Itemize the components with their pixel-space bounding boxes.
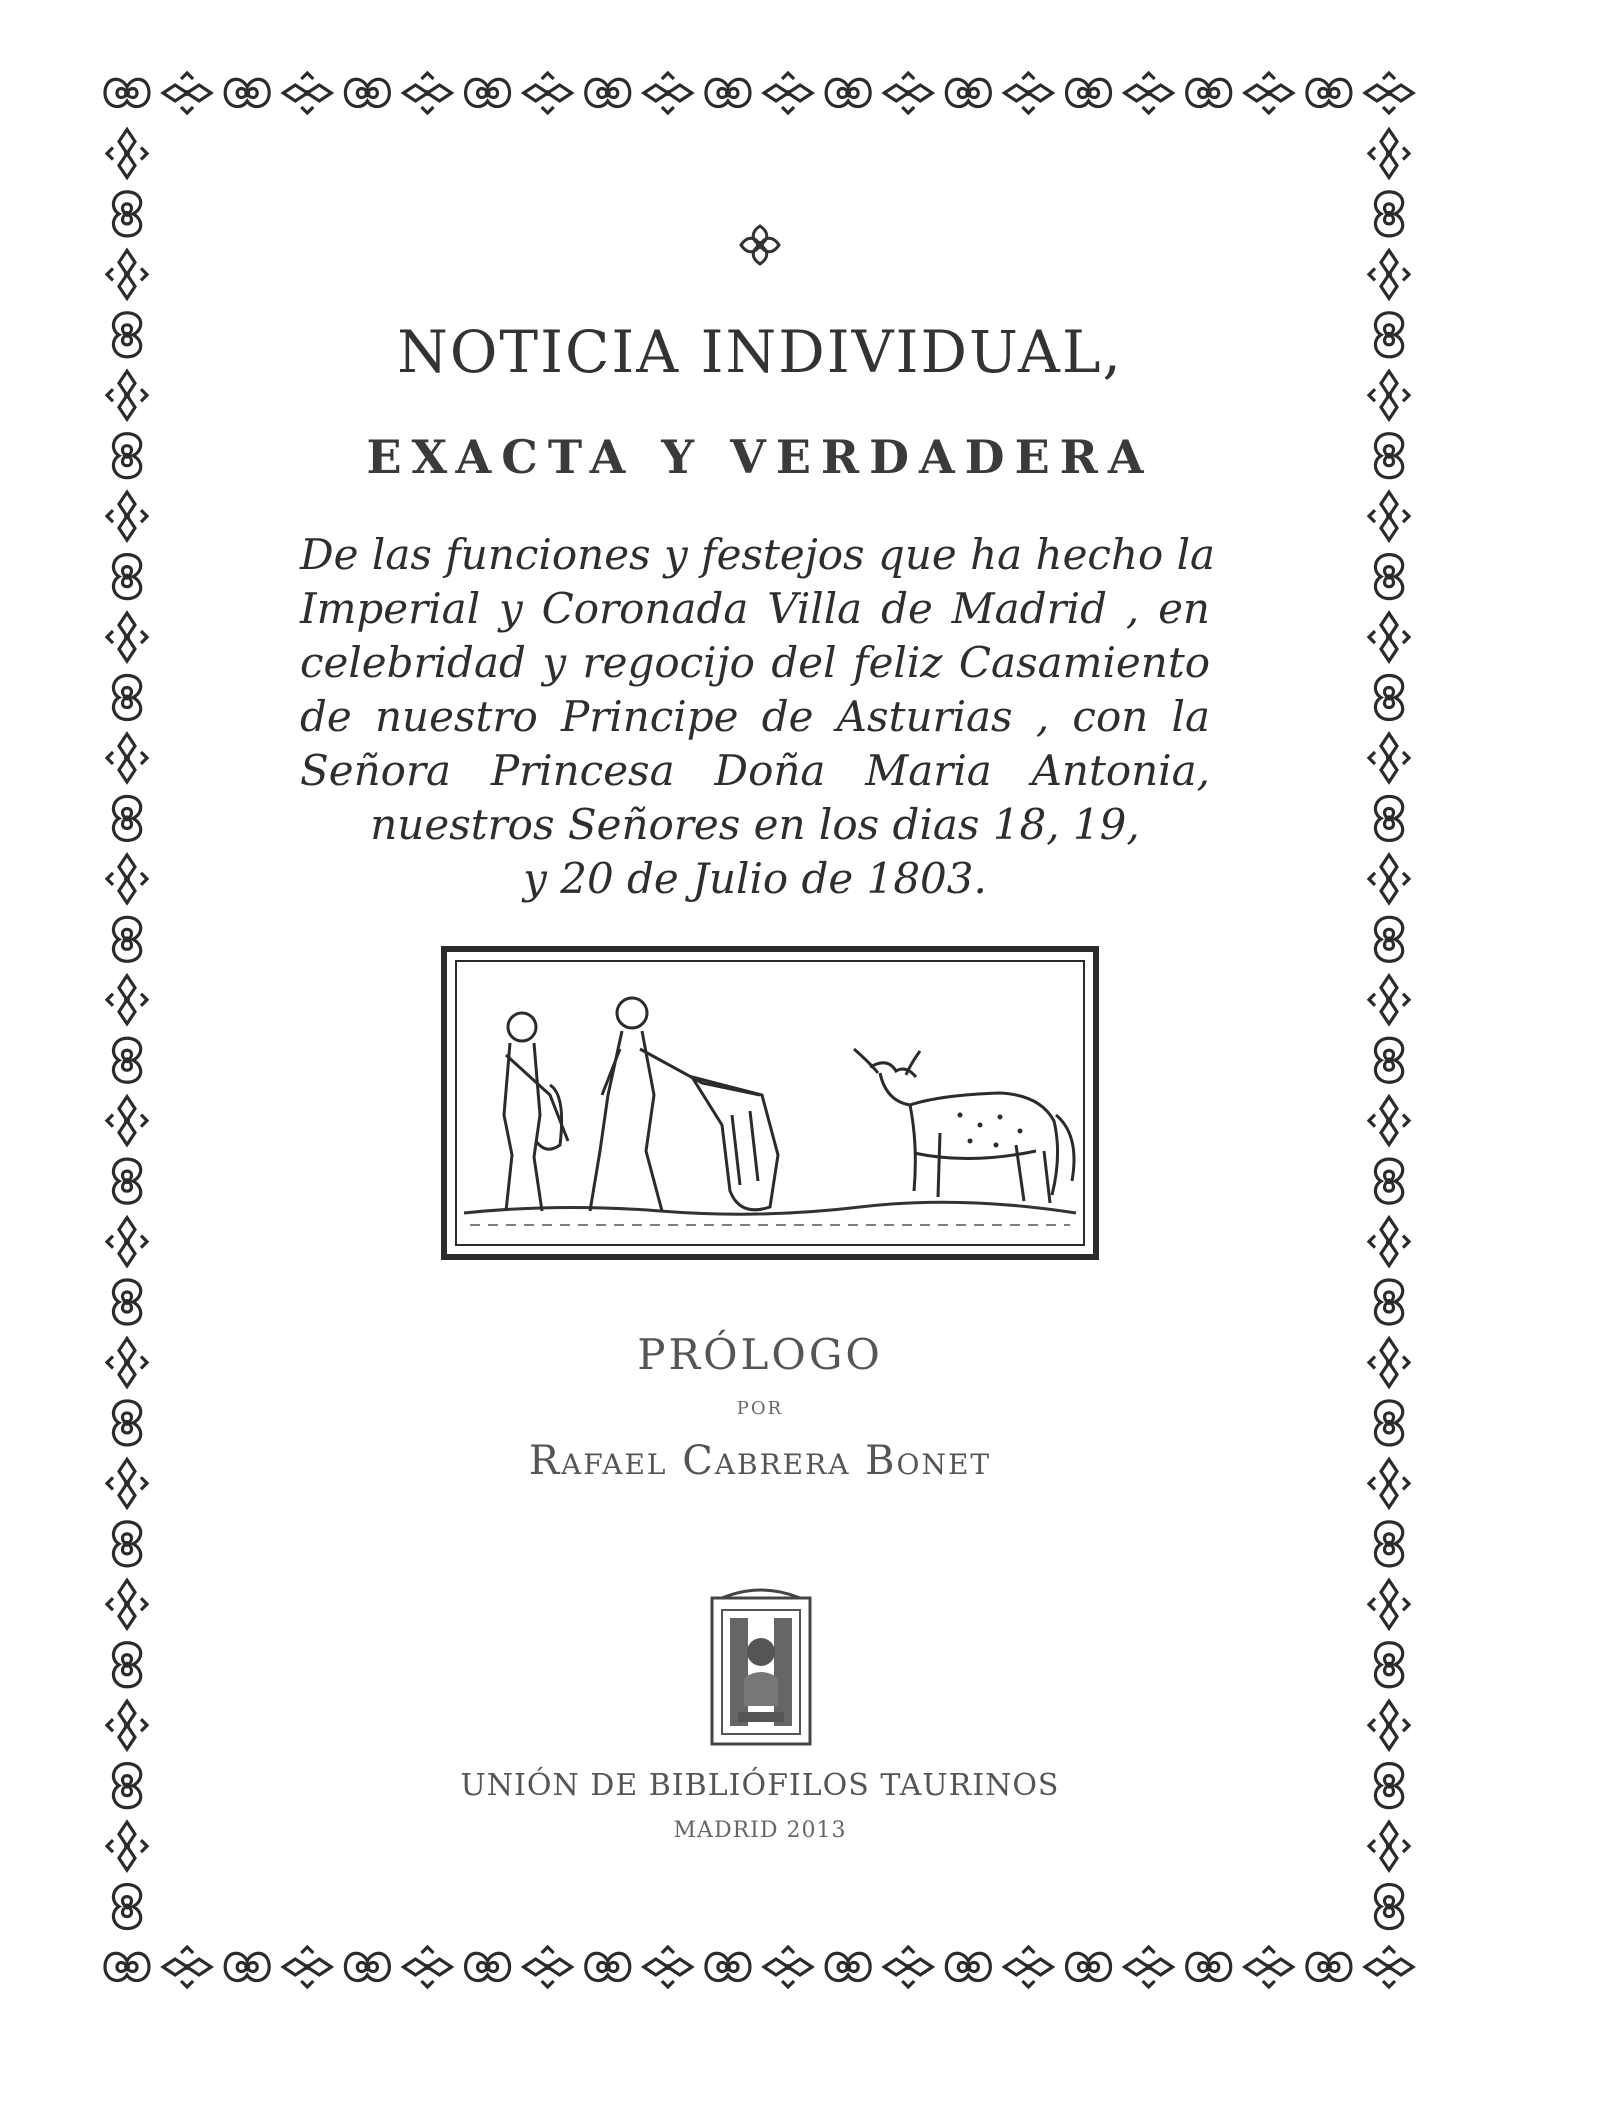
border-motif xyxy=(524,73,572,113)
border-motif xyxy=(1375,676,1402,720)
description-text xyxy=(300,528,1216,906)
border-motif xyxy=(1375,1643,1402,1687)
border-motif xyxy=(466,1953,510,1980)
border-motif xyxy=(113,676,140,720)
border-motif xyxy=(644,73,692,113)
border-motif xyxy=(466,79,510,106)
border-motif xyxy=(1369,734,1409,782)
border-motif xyxy=(1369,492,1409,540)
description-line: y 20 de Julio de 1803. xyxy=(523,854,987,903)
border-motif xyxy=(113,917,140,961)
publisher-name: UNIÓN DE BIBLIÓFILOS TAURINOS xyxy=(460,1768,1060,1803)
border-motif xyxy=(1369,1218,1409,1266)
border-motif xyxy=(1369,1580,1409,1628)
border-motif xyxy=(345,79,389,106)
border-motif xyxy=(107,250,147,298)
border-motif xyxy=(1365,73,1413,113)
border-motif xyxy=(524,1947,572,1987)
border-motif xyxy=(764,73,812,113)
title-line-2: EXACTA Y VERDADERA xyxy=(366,430,1154,484)
border-motif xyxy=(1375,555,1402,599)
border-motif xyxy=(113,1159,140,1203)
border-motif xyxy=(706,79,750,106)
description-line: celebridad y regocijo del feliz Casamiento xyxy=(300,638,1210,687)
border-motif xyxy=(946,79,990,106)
border-motif xyxy=(163,1947,211,1987)
border-motif xyxy=(163,73,211,113)
border-motif xyxy=(107,976,147,1024)
description-line: de nuestro Principe de Asturias , con la xyxy=(300,692,1210,741)
prologue-label: PRÓLOGO xyxy=(637,1330,883,1379)
border-motif xyxy=(1245,1947,1293,1987)
border-motif xyxy=(107,492,147,540)
description-line: Señora Princesa Doña Maria Antonia, xyxy=(300,746,1210,795)
border-motif xyxy=(1375,796,1402,840)
border-motif xyxy=(1375,1159,1402,1203)
border-motif xyxy=(884,1947,932,1987)
border-motif xyxy=(105,1953,149,1980)
border-motif xyxy=(586,79,630,106)
border-motif xyxy=(345,1953,389,1980)
border-motif xyxy=(826,79,870,106)
description-line: Imperial y Coronada Villa de Madrid , en xyxy=(300,584,1210,633)
author-name: Rafael Cabrera Bonet xyxy=(528,1438,992,1484)
border-motif xyxy=(1369,613,1409,661)
description-line: De las funciones y festejos que ha hecho la xyxy=(300,530,1216,579)
border-motif xyxy=(1004,1947,1052,1987)
border-motif xyxy=(1245,73,1293,113)
border-motif xyxy=(105,79,149,106)
border-motif xyxy=(1369,1097,1409,1145)
border-motif xyxy=(107,613,147,661)
border-motif xyxy=(826,1953,870,1980)
border-motif xyxy=(107,1097,147,1145)
border-motif xyxy=(113,1522,140,1566)
border-motif xyxy=(225,1953,269,1980)
border-motif xyxy=(1187,79,1231,106)
border-motif xyxy=(113,796,140,840)
border-motif xyxy=(706,1953,750,1980)
border-motif xyxy=(107,1701,147,1749)
border-motif xyxy=(403,1947,451,1987)
by-label: POR xyxy=(736,1398,784,1419)
description-line: nuestros Señores en los dias 18, 19, xyxy=(370,800,1140,849)
title-line-1: NOTICIA INDIVIDUAL, xyxy=(397,318,1123,386)
border-motif xyxy=(107,855,147,903)
border-motif xyxy=(1369,250,1409,298)
border-motif xyxy=(1375,1038,1402,1082)
border-motif xyxy=(113,1643,140,1687)
border-motif xyxy=(107,734,147,782)
border-motif xyxy=(107,1218,147,1266)
border-motif xyxy=(1125,73,1173,113)
border-motif xyxy=(1307,79,1351,106)
place-year: MADRID 2013 xyxy=(673,1818,847,1843)
border-motif xyxy=(1365,1947,1413,1987)
border-motif xyxy=(1375,1885,1402,1929)
border-motif xyxy=(1067,79,1111,106)
publisher-emblem xyxy=(708,1588,814,1748)
border-motif xyxy=(644,1947,692,1987)
border-motif xyxy=(1067,1953,1111,1980)
border-motif xyxy=(225,79,269,106)
border-motif xyxy=(1375,917,1402,961)
border-motif xyxy=(403,73,451,113)
border-motif xyxy=(1369,855,1409,903)
border-motif xyxy=(113,555,140,599)
border-motif xyxy=(1375,1280,1402,1324)
border-motif xyxy=(1369,1701,1409,1749)
border-motif xyxy=(1307,1953,1351,1980)
border-motif xyxy=(283,1947,331,1987)
border-motif xyxy=(946,1953,990,1980)
border-motif xyxy=(1369,129,1409,177)
border-motif xyxy=(1187,1953,1231,1980)
border-motif xyxy=(113,1038,140,1082)
border-motif xyxy=(107,129,147,177)
border-motif xyxy=(107,1580,147,1628)
border-motif xyxy=(113,1280,140,1324)
border-motif xyxy=(113,192,140,236)
border-motif xyxy=(1004,73,1052,113)
border-motif xyxy=(1375,192,1402,236)
border-motif xyxy=(764,1947,812,1987)
border-motif xyxy=(1375,1522,1402,1566)
fleuron-icon xyxy=(737,222,783,268)
border-motif xyxy=(283,73,331,113)
border-motif xyxy=(113,1885,140,1929)
border-motif xyxy=(586,1953,630,1980)
border-motif xyxy=(1125,1947,1173,1987)
border-motif xyxy=(1369,976,1409,1024)
bullfight-engraving xyxy=(440,945,1100,1261)
border-motif xyxy=(884,73,932,113)
